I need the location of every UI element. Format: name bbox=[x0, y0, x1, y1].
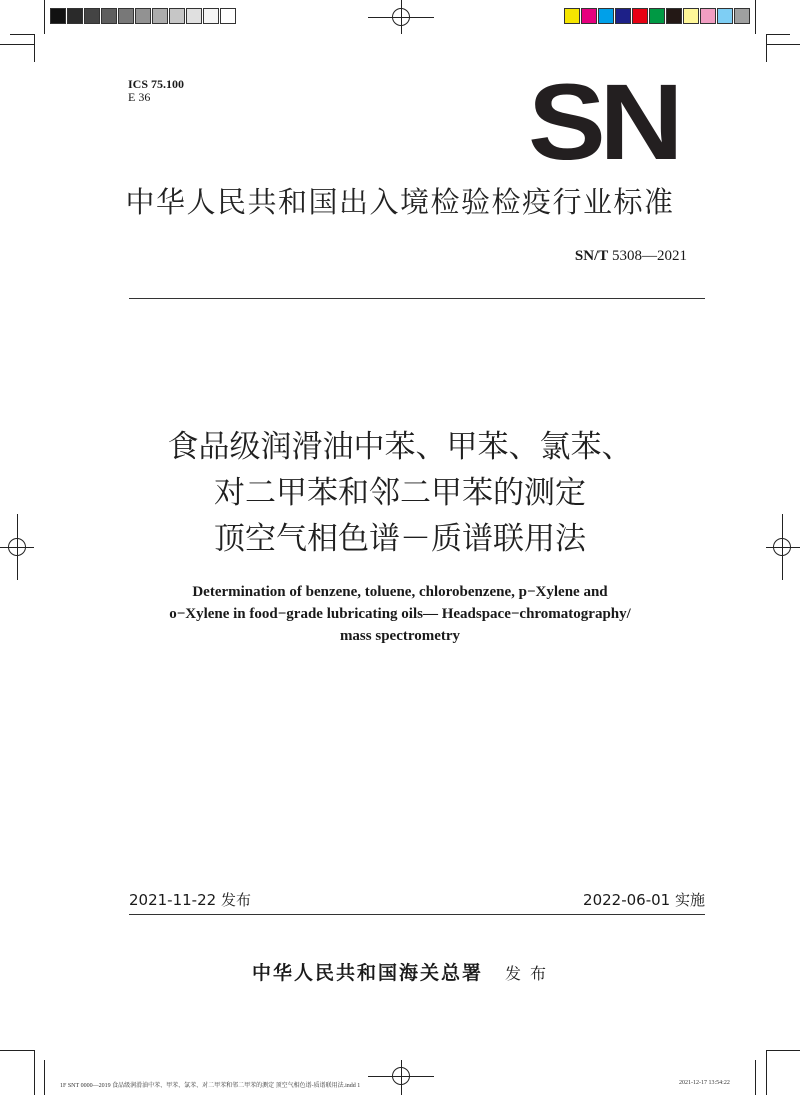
color-swatch bbox=[203, 8, 219, 24]
color-swatch bbox=[734, 8, 750, 24]
color-swatch bbox=[683, 8, 699, 24]
color-swatch bbox=[186, 8, 202, 24]
color-swatch bbox=[700, 8, 716, 24]
color-swatch bbox=[169, 8, 185, 24]
standard-code-prefix: SN/T bbox=[574, 248, 609, 264]
color-swatch bbox=[84, 8, 100, 24]
print-file-slug: 1F SNT 0000—2019 食品级润滑油中苯、甲苯、氯苯、对二甲苯和邻二甲苯的测定 顶空气相色谱-质谱联用法.indd 1 bbox=[60, 1083, 361, 1089]
title-cn-line: 对二甲苯和邻二甲苯的测定 bbox=[214, 475, 586, 511]
footer-divider bbox=[129, 914, 705, 915]
classification-codes bbox=[128, 78, 184, 104]
issuing-authority bbox=[0, 958, 800, 985]
color-swatch bbox=[220, 8, 236, 24]
issuer-suffix: 发 布 bbox=[504, 964, 549, 983]
color-swatch bbox=[50, 8, 66, 24]
title-en-line: mass spectrometry bbox=[339, 628, 461, 644]
ccs-code: E 36 bbox=[128, 90, 151, 104]
title-en-line: o−Xylene in food−grade lubricating oils— Headspace−chromatography/ bbox=[169, 606, 631, 622]
implementation-date: 2022-06-01 实施 bbox=[583, 891, 705, 909]
color-swatch bbox=[67, 8, 83, 24]
title-cn-line: 顶空气相色谱－质谱联用法 bbox=[214, 521, 586, 557]
standard-code-number: 5308—2021 bbox=[612, 248, 687, 264]
sn-logo: SN bbox=[528, 61, 678, 182]
title-cn-line: 食品级润滑油中苯、甲苯、氯苯、 bbox=[167, 429, 633, 465]
ics-code: ICS 75.100 bbox=[128, 77, 185, 91]
color-swatch bbox=[564, 8, 580, 24]
color-swatch bbox=[615, 8, 631, 24]
color-swatch bbox=[118, 8, 134, 24]
color-swatch bbox=[666, 8, 682, 24]
document-title-en bbox=[0, 581, 800, 647]
color-swatch bbox=[632, 8, 648, 24]
standard-category-title: 中华人民共和国出入境检验检疫行业标准 bbox=[125, 185, 675, 219]
print-timestamp: 2021-12-17 13:54:22 bbox=[679, 1080, 730, 1086]
color-swatch bbox=[135, 8, 151, 24]
color-swatch bbox=[598, 8, 614, 24]
color-swatch bbox=[101, 8, 117, 24]
color-swatch bbox=[152, 8, 168, 24]
document-title-cn bbox=[0, 424, 800, 562]
issue-date: 2021-11-22 发布 bbox=[129, 891, 251, 909]
color-swatch bbox=[717, 8, 733, 24]
header-divider bbox=[129, 298, 705, 299]
standard-number bbox=[575, 248, 687, 265]
color-swatch bbox=[649, 8, 665, 24]
title-en-line: Determination of benzene, toluene, chlorobenzene, p−Xylene and bbox=[192, 584, 608, 600]
color-swatch bbox=[581, 8, 597, 24]
issuer-name: 中华人民共和国海关总署 bbox=[251, 962, 483, 984]
